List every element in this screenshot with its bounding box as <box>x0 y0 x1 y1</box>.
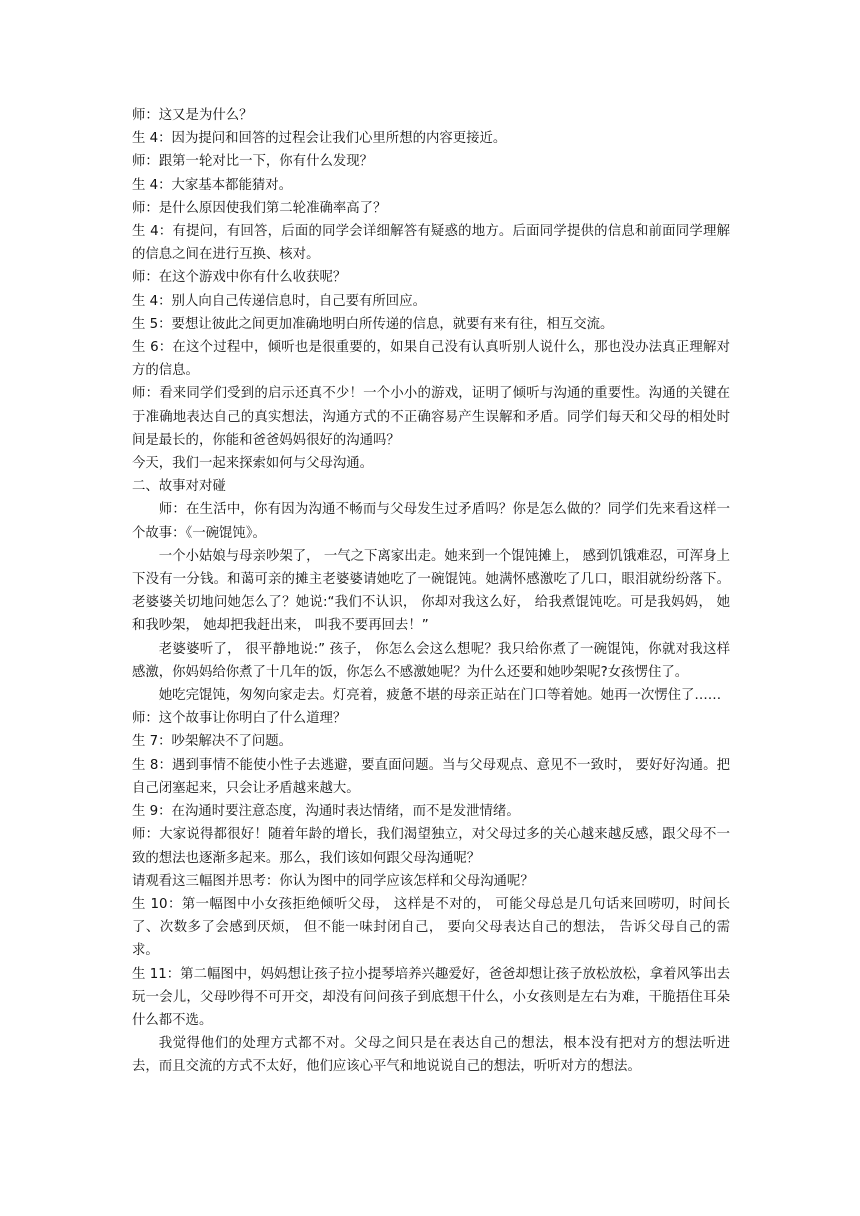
paragraph: 生 6：在这个过程中，倾听也是很重要的，如果自己没有认真听别人说什么，那也没办法真正理解对方的信息。 <box>132 340 730 379</box>
paragraph: 师：这个故事让你明白了什么道理？ <box>132 711 347 727</box>
paragraph: 师：看来同学们受到的启示还真不少！一个小小的游戏，证明了倾听与沟通的重要性。沟通的关键在于准确地表达自己的真实想法，沟通方式的不正确容易产生误解和矛盾。同学们每天和父母的相处时间是最长的，你能和爸爸妈妈很好的沟通吗？ <box>132 386 730 448</box>
paragraph: 生 5：要想让彼此之间更加准确地明白所传递的信息，就要有来有往，相互交流。 <box>132 316 614 332</box>
paragraph: 生 4：有提问，有回答，后面的同学会详细解答有疑惑的地方。后面同学提供的信息和前面同学理解的信息之间在进行互换、核对。 <box>132 224 730 263</box>
paragraph: 师：跟第一轮对比一下，你有什么发现？ <box>132 154 374 170</box>
paragraph: 师：在这个游戏中你有什么收获呢？ <box>132 270 347 286</box>
paragraph: 请观看这三幅图并思考：你认为图中的同学应该怎样和父母沟通呢？ <box>132 873 534 889</box>
paragraph: 生 8：遇到事情不能使小性子去逃避，要直面问题。当与父母观点、意见不一致时， 要好好沟通。把自己闭塞起来，只会让矛盾越来越大。 <box>132 757 730 796</box>
paragraph: 二、故事对对碰 <box>132 479 226 495</box>
paragraph: 生 10：第一幅图中小女孩拒绝倾听父母， 这样是不对的， 可能父母总是几句话来回唠叨，时间长了、次数多了会感到厌烦， 但不能一味封闭自己， 要向父母表达自己的想法， 告诉父母自己的需求。 <box>132 896 730 959</box>
paragraph: 师：是什么原因使我们第二轮准确率高了？ <box>132 200 387 216</box>
paragraph: 师：在生活中，你有因为沟通不畅而与父母发生过矛盾吗？你是怎么做的？同学们先来看这样一个故事：《一碗馄饨》。 <box>132 502 730 541</box>
paragraph: 师：大家说得都很好！随着年龄的增长，我们渴望独立，对父母过多的关心越来越反感，跟父母不一致的想法也逐渐多起来。那么，我们该如何跟父母沟通呢？ <box>132 827 730 866</box>
paragraph: 她吃完馄饨，匆匆向家走去。灯亮着，疲惫不堪的母亲正站在门口等着她。她再一次愣住了…… <box>158 688 722 704</box>
paragraph: 生 11：第二幅图中，妈妈想让孩子拉小提琴培养兴趣爱好，爸爸却想让孩子放松放松，拿着风筝出去玩一会儿，父母吵得不可开交，却没有问问孩子到底想干什么，小女孩则是左右为难，干脆捂住耳朵什么都不选。 <box>132 966 730 1028</box>
paragraph: 生 4：大家基本都能猜对。 <box>132 177 293 193</box>
paragraph: 我觉得他们的处理方式都不对。父母之间只是在表达自己的想法，根本没有把对方的想法听进去，而且交流的方式不太好，他们应该心平气和地说说自己的想法，听听对方的想法。 <box>132 1036 730 1075</box>
paragraph: 老婆婆听了， 很平静地说:” 孩子， 你怎么会这么想呢？我只给你煮了一碗馄饨，你就对我这样感激，你妈妈给你煮了十几年的饭，你怎么不感激她呢？为什么还要和她吵架呢?女孩愣住了。 <box>132 641 730 680</box>
paragraph: 生 4：别人向自己传递信息时，自己要有所回应。 <box>132 293 426 309</box>
paragraph: 生 4：因为提问和回答的过程会让我们心里所想的内容更接近。 <box>132 131 507 147</box>
paragraph: 今天，我们一起来探索如何与父母沟通。 <box>132 456 374 472</box>
paragraph: 师：这又是为什么？ <box>132 108 253 123</box>
paragraph: 生 9：在沟通时要注意态度，沟通时表达情绪，而不是发泄情绪。 <box>132 804 520 820</box>
document-body <box>132 104 730 1079</box>
paragraph: 生 7：吵架解决不了问题。 <box>132 734 293 750</box>
paragraph: 一个小姑娘与母亲吵架了， 一气之下离家出走。她来到一个馄饨摊上， 感到饥饿难忍，可浑身上下没有一分钱。和蔼可亲的摊主老婆婆请她吃了一碗馄饨。她满怀感激吃了几口，眼泪就纷纷落下。老婆婆关切地问她怎么了？她说:“我们不认识， 你却对我这么好， 给我煮馄饨吃。可是我妈妈， 她和我吵架， 她却把我赶出来， 叫我不要再回去！” <box>132 548 730 634</box>
